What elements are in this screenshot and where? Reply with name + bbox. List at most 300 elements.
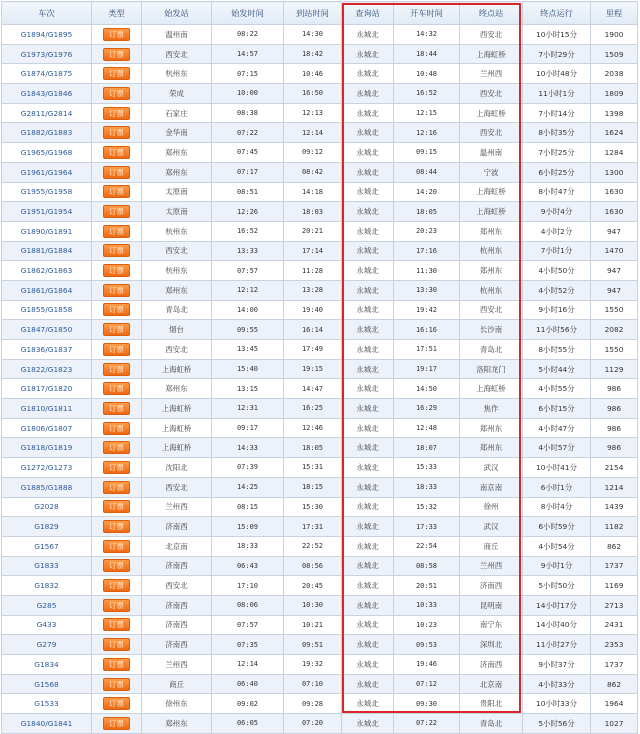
origin-station-cell: 兰州西 xyxy=(142,655,212,675)
distance-cell: 2353 xyxy=(591,635,638,655)
type-cell xyxy=(92,595,142,615)
distance-cell: 1027 xyxy=(591,714,638,734)
origin-time-cell: 07:17 xyxy=(212,162,284,182)
origin-station-cell: 济南西 xyxy=(142,595,212,615)
train-number-cell[interactable]: G1955/G1958 xyxy=(2,182,92,202)
arrival-time-cell: 07:20 xyxy=(284,714,342,734)
distance-cell: 2154 xyxy=(591,458,638,478)
duration-cell: 4小时55分 xyxy=(523,379,591,399)
type-cell xyxy=(92,458,142,478)
arrival-time-cell: 20:21 xyxy=(284,221,342,241)
table-row xyxy=(2,477,638,497)
table-row xyxy=(2,64,638,84)
train-number-cell[interactable]: G285 xyxy=(2,595,92,615)
train-number-cell[interactable]: G1806/G1807 xyxy=(2,418,92,438)
header-train-number: 车次 xyxy=(2,2,92,25)
query-station-cell: 永城北 xyxy=(342,123,394,143)
origin-station-cell: 青岛北 xyxy=(142,300,212,320)
train-number-cell[interactable]: G1894/G1895 xyxy=(2,25,92,45)
origin-station-cell: 荣成 xyxy=(142,84,212,104)
type-cell xyxy=(92,359,142,379)
train-number-cell[interactable]: G1881/G1884 xyxy=(2,241,92,261)
origin-station-cell: 上海虹桥 xyxy=(142,359,212,379)
train-number-cell[interactable]: G1810/G1811 xyxy=(2,399,92,419)
origin-station-cell: 上海虹桥 xyxy=(142,399,212,419)
origin-time-cell: 13:15 xyxy=(212,379,284,399)
duration-cell: 8小时4分 xyxy=(523,497,591,517)
table-row xyxy=(2,359,638,379)
train-number-cell[interactable]: G1822/G1823 xyxy=(2,359,92,379)
train-number-cell[interactable]: G1836/G1837 xyxy=(2,340,92,360)
origin-station-cell: 金华南 xyxy=(142,123,212,143)
book-ticket-button[interactable]: 订票 xyxy=(103,402,130,415)
arrival-time-cell: 19:15 xyxy=(284,359,342,379)
arrival-time-cell: 08:42 xyxy=(284,162,342,182)
departure-time-cell: 09:15 xyxy=(394,143,460,163)
book-ticket-button[interactable]: 订票 xyxy=(103,284,130,297)
book-ticket-button[interactable]: 订票 xyxy=(103,579,130,592)
query-station-cell: 永城北 xyxy=(342,655,394,675)
duration-cell: 9小时16分 xyxy=(523,300,591,320)
duration-cell: 7小时1分 xyxy=(523,241,591,261)
departure-time-cell: 14:20 xyxy=(394,182,460,202)
book-ticket-button[interactable]: 订票 xyxy=(103,264,130,277)
type-cell xyxy=(92,536,142,556)
origin-station-cell: 兰州西 xyxy=(142,497,212,517)
duration-cell: 10小时48分 xyxy=(523,64,591,84)
duration-cell: 4小时47分 xyxy=(523,418,591,438)
query-station-cell: 永城北 xyxy=(342,497,394,517)
book-ticket-button[interactable]: 订票 xyxy=(103,540,130,553)
table-row xyxy=(2,202,638,222)
origin-time-cell: 07:45 xyxy=(212,143,284,163)
terminal-station-cell: 长沙南 xyxy=(460,320,523,340)
distance-cell: 2713 xyxy=(591,595,638,615)
book-ticket-button[interactable]: 订票 xyxy=(103,205,130,218)
origin-station-cell: 徐州东 xyxy=(142,694,212,714)
table-row xyxy=(2,536,638,556)
table-header-row xyxy=(2,2,638,25)
train-number-cell[interactable]: G1567 xyxy=(2,536,92,556)
train-number-cell[interactable]: G1847/G1850 xyxy=(2,320,92,340)
header-terminal-station: 终点站 xyxy=(460,2,523,25)
train-number-cell[interactable]: G1951/G1954 xyxy=(2,202,92,222)
book-ticket-button[interactable]: 订票 xyxy=(103,87,130,100)
query-station-cell: 永城北 xyxy=(342,418,394,438)
terminal-station-cell: 昆明南 xyxy=(460,595,523,615)
book-ticket-button[interactable]: 订票 xyxy=(103,481,130,494)
terminal-station-cell: 上海虹桥 xyxy=(460,103,523,123)
origin-time-cell: 14:33 xyxy=(212,438,284,458)
origin-station-cell: 温州南 xyxy=(142,25,212,45)
query-station-cell: 永城北 xyxy=(342,576,394,596)
header-departure-time: 开车时间 xyxy=(394,2,460,25)
book-ticket-button[interactable]: 订票 xyxy=(103,185,130,198)
duration-cell: 4小时2分 xyxy=(523,221,591,241)
book-ticket-button[interactable]: 订票 xyxy=(103,441,130,454)
type-cell xyxy=(92,517,142,537)
origin-time-cell: 08:15 xyxy=(212,497,284,517)
arrival-time-cell: 15:31 xyxy=(284,458,342,478)
table-row xyxy=(2,280,638,300)
origin-time-cell: 12:12 xyxy=(212,280,284,300)
book-ticket-button[interactable]: 订票 xyxy=(103,382,130,395)
distance-cell: 947 xyxy=(591,280,638,300)
type-cell xyxy=(92,576,142,596)
origin-station-cell: 西安北 xyxy=(142,576,212,596)
arrival-time-cell: 18:42 xyxy=(284,44,342,64)
book-ticket-button[interactable]: 订票 xyxy=(103,244,130,257)
origin-time-cell: 13:45 xyxy=(212,340,284,360)
origin-time-cell: 12:31 xyxy=(212,399,284,419)
origin-station-cell: 郑州东 xyxy=(142,143,212,163)
departure-time-cell: 22:54 xyxy=(394,536,460,556)
origin-station-cell: 西安北 xyxy=(142,241,212,261)
distance-cell: 1737 xyxy=(591,655,638,675)
train-number-cell[interactable]: G1818/G1819 xyxy=(2,438,92,458)
train-number-cell[interactable]: G1833 xyxy=(2,556,92,576)
type-cell xyxy=(92,674,142,694)
duration-cell: 7小时29分 xyxy=(523,44,591,64)
type-cell xyxy=(92,221,142,241)
terminal-station-cell: 商丘 xyxy=(460,536,523,556)
type-cell xyxy=(92,438,142,458)
origin-time-cell: 08:38 xyxy=(212,103,284,123)
origin-time-cell: 08:22 xyxy=(212,25,284,45)
arrival-time-cell: 10:30 xyxy=(284,595,342,615)
book-ticket-button[interactable]: 订票 xyxy=(103,363,130,376)
train-number-cell[interactable]: G1568 xyxy=(2,674,92,694)
origin-time-cell: 14:00 xyxy=(212,300,284,320)
query-station-cell: 永城北 xyxy=(342,84,394,104)
departure-time-cell: 17:33 xyxy=(394,517,460,537)
origin-station-cell: 济南西 xyxy=(142,517,212,537)
departure-time-cell: 20:51 xyxy=(394,576,460,596)
origin-station-cell: 济南西 xyxy=(142,635,212,655)
train-number-cell[interactable]: G1965/G1968 xyxy=(2,143,92,163)
train-number-cell[interactable]: G279 xyxy=(2,635,92,655)
arrival-time-cell: 20:45 xyxy=(284,576,342,596)
train-number-cell[interactable]: G1890/G1891 xyxy=(2,221,92,241)
arrival-time-cell: 09:51 xyxy=(284,635,342,655)
origin-time-cell: 07:35 xyxy=(212,635,284,655)
arrival-time-cell: 22:52 xyxy=(284,536,342,556)
distance-cell: 1964 xyxy=(591,694,638,714)
table-row xyxy=(2,399,638,419)
origin-time-cell: 07:57 xyxy=(212,261,284,281)
book-ticket-button[interactable]: 订票 xyxy=(103,303,130,316)
terminal-station-cell: 郑州东 xyxy=(460,261,523,281)
query-station-cell: 永城北 xyxy=(342,340,394,360)
origin-time-cell: 18:33 xyxy=(212,536,284,556)
train-number-cell[interactable]: G1843/G1846 xyxy=(2,84,92,104)
book-ticket-button[interactable]: 订票 xyxy=(103,461,130,474)
query-station-cell: 永城北 xyxy=(342,635,394,655)
table-row xyxy=(2,497,638,517)
distance-cell: 1900 xyxy=(591,25,638,45)
table-row xyxy=(2,635,638,655)
departure-time-cell: 10:33 xyxy=(394,595,460,615)
table-row xyxy=(2,143,638,163)
table-row xyxy=(2,438,638,458)
terminal-station-cell: 西安北 xyxy=(460,300,523,320)
terminal-station-cell: 南京南 xyxy=(460,477,523,497)
distance-cell: 1809 xyxy=(591,84,638,104)
type-cell xyxy=(92,143,142,163)
origin-time-cell: 15:09 xyxy=(212,517,284,537)
distance-cell: 986 xyxy=(591,379,638,399)
terminal-station-cell: 兰州西 xyxy=(460,64,523,84)
terminal-station-cell: 郑州东 xyxy=(460,221,523,241)
train-number-cell[interactable]: G1874/G1875 xyxy=(2,64,92,84)
type-cell xyxy=(92,202,142,222)
type-cell xyxy=(92,25,142,45)
train-number-cell[interactable]: G433 xyxy=(2,615,92,635)
distance-cell: 986 xyxy=(591,418,638,438)
type-cell xyxy=(92,418,142,438)
departure-time-cell: 16:52 xyxy=(394,84,460,104)
book-ticket-button[interactable]: 订票 xyxy=(103,599,130,612)
origin-time-cell: 14:25 xyxy=(212,477,284,497)
header-duration: 终点运行 xyxy=(523,2,591,25)
book-ticket-button[interactable]: 订票 xyxy=(103,697,130,710)
query-station-cell: 永城北 xyxy=(342,694,394,714)
origin-time-cell: 12:14 xyxy=(212,655,284,675)
departure-time-cell: 12:16 xyxy=(394,123,460,143)
book-ticket-button[interactable]: 订票 xyxy=(103,638,130,651)
duration-cell: 9小时37分 xyxy=(523,655,591,675)
type-cell xyxy=(92,44,142,64)
book-ticket-button[interactable]: 订票 xyxy=(103,343,130,356)
departure-time-cell: 09:30 xyxy=(394,694,460,714)
origin-time-cell: 07:39 xyxy=(212,458,284,478)
book-ticket-button[interactable]: 订票 xyxy=(103,126,130,139)
table-row xyxy=(2,576,638,596)
table-row xyxy=(2,556,638,576)
origin-station-cell: 杭州东 xyxy=(142,261,212,281)
distance-cell: 1214 xyxy=(591,477,638,497)
origin-station-cell: 郑州东 xyxy=(142,280,212,300)
book-ticket-button[interactable]: 订票 xyxy=(103,678,130,691)
book-ticket-button[interactable]: 订票 xyxy=(103,618,130,631)
book-ticket-button[interactable]: 订票 xyxy=(103,166,130,179)
departure-time-cell: 18:05 xyxy=(394,202,460,222)
duration-cell: 4小时33分 xyxy=(523,674,591,694)
arrival-time-cell: 17:49 xyxy=(284,340,342,360)
train-number-cell[interactable]: G1840/G1841 xyxy=(2,714,92,734)
arrival-time-cell: 18:03 xyxy=(284,202,342,222)
train-number-cell[interactable]: G1861/G1864 xyxy=(2,280,92,300)
type-cell xyxy=(92,340,142,360)
query-station-cell: 永城北 xyxy=(342,261,394,281)
header-query-station: 查询站 xyxy=(342,2,394,25)
duration-cell: 5小时50分 xyxy=(523,576,591,596)
query-station-cell: 永城北 xyxy=(342,458,394,478)
query-station-cell: 永城北 xyxy=(342,359,394,379)
arrival-time-cell: 12:46 xyxy=(284,418,342,438)
train-number-cell[interactable]: G1272/G1273 xyxy=(2,458,92,478)
arrival-time-cell: 08:56 xyxy=(284,556,342,576)
departure-time-cell: 19:42 xyxy=(394,300,460,320)
terminal-station-cell: 上海虹桥 xyxy=(460,44,523,64)
origin-time-cell: 06:40 xyxy=(212,674,284,694)
terminal-station-cell: 济南西 xyxy=(460,655,523,675)
header-arrival-time: 到站时间 xyxy=(284,2,342,25)
distance-cell: 1129 xyxy=(591,359,638,379)
terminal-station-cell: 青岛北 xyxy=(460,714,523,734)
origin-station-cell: 郑州东 xyxy=(142,714,212,734)
query-station-cell: 永城北 xyxy=(342,300,394,320)
type-cell xyxy=(92,280,142,300)
origin-station-cell: 郑州东 xyxy=(142,162,212,182)
query-station-cell: 永城北 xyxy=(342,143,394,163)
train-number-cell[interactable]: G1533 xyxy=(2,694,92,714)
book-ticket-button[interactable]: 订票 xyxy=(103,500,130,513)
departure-time-cell: 17:16 xyxy=(394,241,460,261)
type-cell xyxy=(92,241,142,261)
terminal-station-cell: 杭州东 xyxy=(460,280,523,300)
origin-time-cell: 06:43 xyxy=(212,556,284,576)
type-cell xyxy=(92,655,142,675)
origin-station-cell: 杭州东 xyxy=(142,64,212,84)
type-cell xyxy=(92,84,142,104)
query-station-cell: 永城北 xyxy=(342,399,394,419)
distance-cell: 1284 xyxy=(591,143,638,163)
duration-cell: 11小时1分 xyxy=(523,84,591,104)
train-number-cell[interactable]: G1862/G1863 xyxy=(2,261,92,281)
table-row xyxy=(2,674,638,694)
origin-time-cell: 07:22 xyxy=(212,123,284,143)
book-ticket-button[interactable]: 订票 xyxy=(103,48,130,61)
train-number-cell[interactable]: G1885/G1888 xyxy=(2,477,92,497)
query-station-cell: 永城北 xyxy=(342,241,394,261)
book-ticket-button[interactable]: 订票 xyxy=(103,146,130,159)
table-row xyxy=(2,300,638,320)
book-ticket-button[interactable]: 订票 xyxy=(103,67,130,80)
terminal-station-cell: 上海虹桥 xyxy=(460,182,523,202)
terminal-station-cell: 青岛北 xyxy=(460,340,523,360)
train-number-cell[interactable]: G1829 xyxy=(2,517,92,537)
origin-time-cell: 09:02 xyxy=(212,694,284,714)
duration-cell: 9小时1分 xyxy=(523,556,591,576)
duration-cell: 14小时40分 xyxy=(523,615,591,635)
book-ticket-button[interactable]: 订票 xyxy=(103,422,130,435)
train-number-cell[interactable]: G1961/G1964 xyxy=(2,162,92,182)
arrival-time-cell: 14:47 xyxy=(284,379,342,399)
type-cell xyxy=(92,261,142,281)
arrival-time-cell: 12:13 xyxy=(284,103,342,123)
type-cell xyxy=(92,300,142,320)
query-station-cell: 永城北 xyxy=(342,595,394,615)
type-cell xyxy=(92,103,142,123)
departure-time-cell: 18:33 xyxy=(394,477,460,497)
duration-cell: 7小时14分 xyxy=(523,103,591,123)
origin-station-cell: 西安北 xyxy=(142,340,212,360)
departure-time-cell: 15:32 xyxy=(394,497,460,517)
type-cell xyxy=(92,399,142,419)
arrival-time-cell: 07:10 xyxy=(284,674,342,694)
type-cell xyxy=(92,635,142,655)
terminal-station-cell: 济南西 xyxy=(460,576,523,596)
book-ticket-button[interactable]: 订票 xyxy=(103,658,130,671)
book-ticket-button[interactable]: 订票 xyxy=(103,559,130,572)
origin-time-cell: 08:51 xyxy=(212,182,284,202)
train-number-cell[interactable]: G1973/G1976 xyxy=(2,44,92,64)
book-ticket-button[interactable]: 订票 xyxy=(103,28,130,41)
origin-station-cell: 沈阳北 xyxy=(142,458,212,478)
departure-time-cell: 08:44 xyxy=(394,162,460,182)
origin-station-cell: 太原南 xyxy=(142,182,212,202)
table-row xyxy=(2,458,638,478)
origin-station-cell: 郑州东 xyxy=(142,379,212,399)
query-station-cell: 永城北 xyxy=(342,674,394,694)
table-row xyxy=(2,379,638,399)
origin-station-cell: 杭州东 xyxy=(142,221,212,241)
train-number-cell[interactable]: G2028 xyxy=(2,497,92,517)
duration-cell: 4小时57分 xyxy=(523,438,591,458)
arrival-time-cell: 19:40 xyxy=(284,300,342,320)
table-row xyxy=(2,84,638,104)
arrival-time-cell: 09:12 xyxy=(284,143,342,163)
query-station-cell: 永城北 xyxy=(342,379,394,399)
query-station-cell: 永城北 xyxy=(342,25,394,45)
table-row xyxy=(2,320,638,340)
arrival-time-cell: 17:14 xyxy=(284,241,342,261)
origin-time-cell: 07:57 xyxy=(212,615,284,635)
book-ticket-button[interactable]: 订票 xyxy=(103,520,130,533)
train-number-cell[interactable]: G1832 xyxy=(2,576,92,596)
departure-time-cell: 19:46 xyxy=(394,655,460,675)
distance-cell: 1550 xyxy=(591,300,638,320)
table-row xyxy=(2,714,638,734)
train-number-cell[interactable]: G1834 xyxy=(2,655,92,675)
departure-time-cell: 14:50 xyxy=(394,379,460,399)
book-ticket-button[interactable]: 订票 xyxy=(103,225,130,238)
duration-cell: 4小时54分 xyxy=(523,536,591,556)
terminal-station-cell: 焦作 xyxy=(460,399,523,419)
query-station-cell: 永城北 xyxy=(342,320,394,340)
arrival-time-cell: 19:32 xyxy=(284,655,342,675)
duration-cell: 6小时59分 xyxy=(523,517,591,537)
distance-cell: 947 xyxy=(591,261,638,281)
distance-cell: 2038 xyxy=(591,64,638,84)
train-number-cell[interactable]: G2811/G2814 xyxy=(2,103,92,123)
book-ticket-button[interactable]: 订票 xyxy=(103,323,130,336)
table-row xyxy=(2,221,638,241)
arrival-time-cell: 10:46 xyxy=(284,64,342,84)
origin-time-cell: 14:57 xyxy=(212,44,284,64)
arrival-time-cell: 15:30 xyxy=(284,497,342,517)
train-number-cell[interactable]: G1855/G1858 xyxy=(2,300,92,320)
query-station-cell: 永城北 xyxy=(342,477,394,497)
origin-time-cell: 08:06 xyxy=(212,595,284,615)
book-ticket-button[interactable]: 订票 xyxy=(103,107,130,120)
terminal-station-cell: 洛阳龙门 xyxy=(460,359,523,379)
origin-station-cell: 上海虹桥 xyxy=(142,418,212,438)
distance-cell: 1182 xyxy=(591,517,638,537)
type-cell xyxy=(92,379,142,399)
duration-cell: 6小时25分 xyxy=(523,162,591,182)
distance-cell: 986 xyxy=(591,438,638,458)
train-number-cell[interactable]: G1882/G1883 xyxy=(2,123,92,143)
origin-time-cell: 07:15 xyxy=(212,64,284,84)
terminal-station-cell: 深圳北 xyxy=(460,635,523,655)
query-station-cell: 永城北 xyxy=(342,44,394,64)
departure-time-cell: 12:15 xyxy=(394,103,460,123)
train-number-cell[interactable]: G1817/G1820 xyxy=(2,379,92,399)
book-ticket-button[interactable]: 订票 xyxy=(103,717,130,730)
type-cell xyxy=(92,615,142,635)
